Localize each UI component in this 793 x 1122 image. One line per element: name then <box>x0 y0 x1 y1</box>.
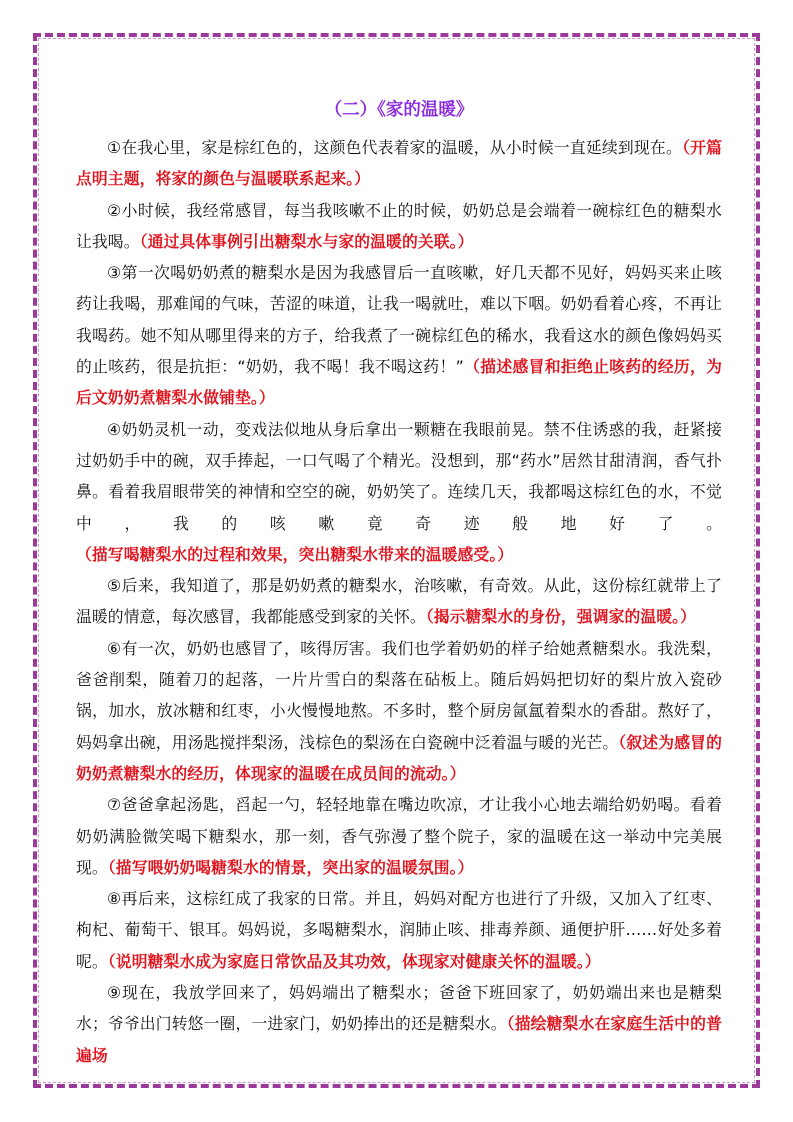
paragraph-7 <box>76 789 722 883</box>
paragraph-text: ⑧再后来，这棕红成了我家的日常。并且，妈妈对配方也进行了升级，又加入了红枣、枸杞、葡萄干、银耳。妈妈说，多喝糖梨水，润肺止咳、排毒养颜、通便护肝……好处多着呢。 <box>76 889 722 971</box>
paragraph-2 <box>76 195 722 258</box>
paragraph-5 <box>76 570 722 633</box>
paragraph-text: ⑥有一次，奶奶也感冒了，咳得厉害。我们也学着奶奶的样子给她煮糖梨水。我洗梨，爸爸削梨，随着刀的起落，一片片雪白的梨落在砧板上。随后妈妈把切好的梨片放入瓷砂锅，加水，放冰糖和红枣，小火慢慢地熬。不多时，整个厨房氤氲着梨水的香甜。熬好了，妈妈拿出碗，用汤匙搅拌梨汤，浅棕色的梨汤在白瓷碗中泛着温与暖的光芒。 <box>76 638 722 752</box>
paragraph-text: ②小时候，我经常感冒，每当我咳嗽不止的时候，奶奶总是会端着一碗棕红色的糖梨水让我喝。 <box>76 200 722 251</box>
paragraph-text: ⑤后来，我知道了，那是奶奶煮的糖梨水，治咳嗽，有奇效。从此，这份棕红就带上了温暖的情意，每次感冒，我都能感受到家的关怀。 <box>76 576 722 627</box>
annotation-note: （说明糖梨水成为家庭日常饮品及其功效，体现家对健康关怀的温暖。） <box>107 951 601 971</box>
paragraph-8 <box>76 883 722 977</box>
paragraph-text: ⑨现在，我放学回来了，妈妈端出了糖梨水；爸爸下班回家了，奶奶端出来也是糖梨水；爷爷出门转悠一圈，一进家门，奶奶捧出的还是糖梨水。 <box>76 983 722 1034</box>
annotation-note: （描写喝糖梨水的过程和效果，突出糖梨水带来的温暖感受。） <box>76 544 514 564</box>
document-body <box>76 96 722 1071</box>
annotation-note: （揭示糖梨水的身份，强调家的温暖。） <box>425 607 697 627</box>
paragraph-3 <box>76 257 722 413</box>
paragraph-text: ④奶奶灵机一动，变戏法似地从身后拿出一颗糖在我眼前晃。禁不住诱惑的我，赶紧接过奶奶手中的碗，双手捧起，一口气喝了个精光。没想到，那“药水”居然甘甜清润，香气扑鼻。看着我眉眼带笑的神情和空空的碗，奶奶笑了。连续几天，我都喝这棕红色的水，不觉中，我的咳嗽竟奇迹般地好了。 <box>76 419 722 533</box>
paragraph-1 <box>76 132 722 195</box>
paragraph-text: ①在我心里，家是棕红色的，这颜色代表着家的温暖，从小时候一直延续到现在。 <box>107 138 682 157</box>
annotation-note: （描述感冒和拒绝止咳药的经历，为后文奶奶煮糖梨水做铺垫。） <box>76 357 722 408</box>
paragraph-9 <box>76 977 722 1071</box>
document-title: （二）《家的温暖》 <box>324 100 474 120</box>
annotation-note: （描绘糖梨水在家庭生活中的普遍场 <box>76 1014 722 1065</box>
annotation-note: （叙述为感冒的奶奶煮糖梨水的经历，体现家的温暖在成员间的流动。） <box>76 732 722 783</box>
annotation-note: （开篇点明主题，将家的颜色与温暖联系起来。） <box>76 138 722 189</box>
annotation-note: （通过具体事例引出糖梨水与家的温暖的关联。） <box>139 231 474 251</box>
paragraph-text: ⑦爸爸拿起汤匙，舀起一勺，轻轻地靠在嘴边吹凉，才让我小心地去端给奶奶喝。看着奶奶满脸微笑喝下糖梨水，那一刻，香气弥漫了整个院子，家的温暖在这一举动中完美展现。 <box>76 795 722 877</box>
paragraph-4 <box>76 414 722 570</box>
paragraph-text: ③第一次喝奶奶煮的糖梨水是因为我感冒后一直咳嗽，好几天都不见好，妈妈买来止咳药让我喝，那难闻的气味，苦涩的味道，让我一喝就吐，难以下咽。奶奶看着心疼，不再让我喝药。她不知从哪里得来的方子，给我煮了一碗棕红色的稀水，我看这水的颜色像妈妈买的止咳药，很是抗拒：“奶奶，我不喝！我不喝这药！” <box>76 263 722 377</box>
paragraph-6 <box>76 633 722 789</box>
annotation-note: （描写喂奶奶喝糖梨水的情景，突出家的温暖氛围。） <box>107 857 474 877</box>
